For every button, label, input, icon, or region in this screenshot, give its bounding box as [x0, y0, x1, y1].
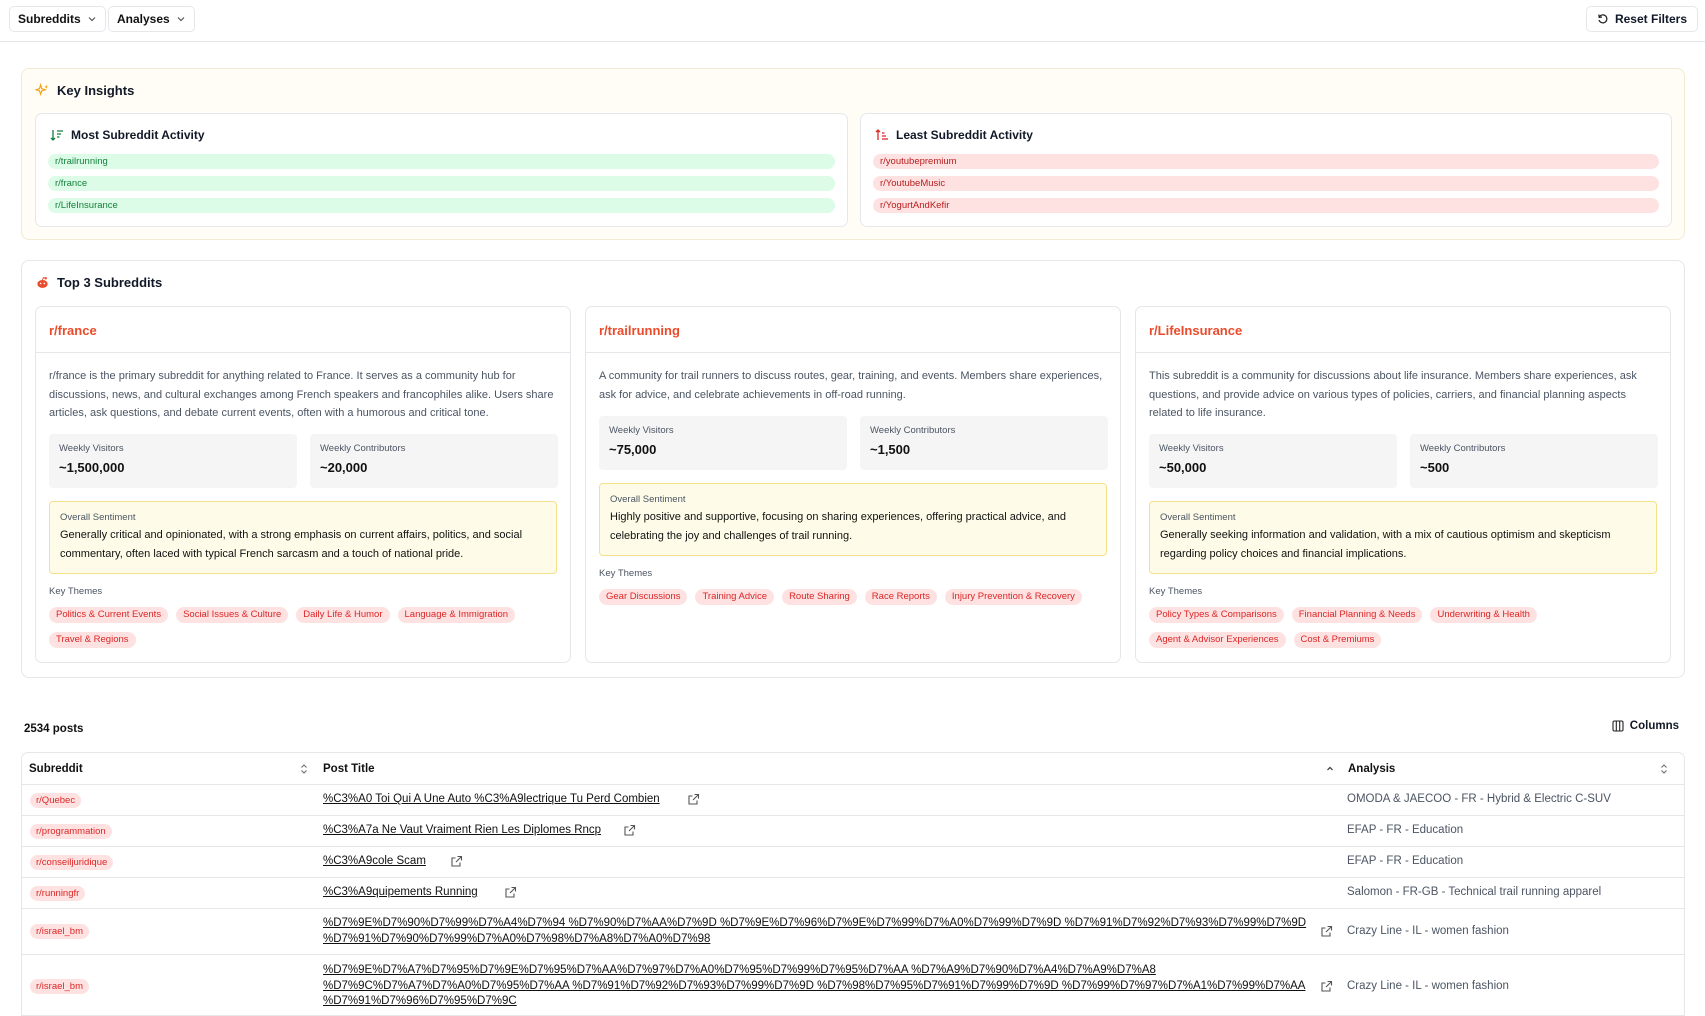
- reset-filters-label: Reset Filters: [1614, 12, 1687, 26]
- weekly-visitors-value: ~1,500,000: [59, 460, 125, 475]
- external-link-icon[interactable]: [1320, 980, 1333, 993]
- weekly-contributors-label: Weekly Contributors: [1420, 443, 1506, 454]
- least-activity-item[interactable]: r/youtubepremium: [873, 154, 1659, 169]
- table-header: [22, 753, 1684, 785]
- subreddit-card-title[interactable]: r/trailrunning: [586, 307, 1120, 353]
- top-subreddits-panel: [21, 260, 1685, 678]
- weekly-visitors-value: ~75,000: [609, 442, 657, 457]
- key-themes-label: Key Themes: [1149, 586, 1203, 597]
- weekly-contributors-label: Weekly Contributors: [320, 443, 406, 454]
- subreddit-tag[interactable]: r/conseiljuridique: [30, 855, 113, 870]
- overall-sentiment-label: Overall Sentiment: [1160, 512, 1236, 523]
- table-row[interactable]: [22, 847, 1685, 878]
- overall-sentiment-text: Generally critical and opinionated, with a strong emphasis on current affairs, politics, and social commentary, often laced with typical French sarcasm and a touch of national pride.: [60, 529, 523, 560]
- theme-tag[interactable]: Social Issues & Culture: [176, 607, 288, 623]
- analyses-dropdown-label: Analyses: [117, 12, 170, 26]
- weekly-contributors-label: Weekly Contributors: [870, 425, 956, 436]
- subreddit-tag[interactable]: r/runningfr: [30, 886, 85, 901]
- sort-ascending-icon[interactable]: [1325, 763, 1335, 775]
- theme-tag[interactable]: Travel & Regions: [49, 632, 136, 648]
- least-activity-item[interactable]: r/YoutubeMusic: [873, 176, 1659, 191]
- least-activity-title: Least Subreddit Activity: [896, 128, 1033, 142]
- key-insights-header: [35, 83, 134, 98]
- most-activity-list: [48, 154, 835, 220]
- post-title-link[interactable]: %C3%A9quipements Running: [323, 886, 478, 898]
- subreddit-description: This subreddit is a community for discussions about life insurance. Members share experiences, ask questions, and provide advice on various types of policies, carriers, and financial planning aspects related to life insurance.: [1149, 370, 1637, 419]
- top-subreddits-header: [35, 275, 162, 290]
- most-activity-item[interactable]: r/LifeInsurance: [48, 198, 835, 213]
- sort-updown-icon[interactable]: [1659, 763, 1669, 775]
- post-title-link[interactable]: %C3%A0 Toi Qui A Une Auto %C3%A9lectrique Tu Perd Combien: [323, 793, 660, 805]
- theme-tag[interactable]: Financial Planning & Needs: [1292, 607, 1423, 623]
- posts-table: [21, 752, 1685, 1016]
- overall-sentiment-text: Highly positive and supportive, focusing on sharing experiences, offering practical advice, and celebrating the joy and challenges of trail running.: [610, 511, 1066, 542]
- weekly-contributors-value: ~20,000: [320, 460, 368, 475]
- table-row[interactable]: [22, 816, 1685, 847]
- most-activity-title: Most Subreddit Activity: [71, 128, 205, 142]
- reset-icon: [1597, 13, 1609, 25]
- subreddit-card-france: [35, 306, 571, 663]
- weekly-contributors-value: ~1,500: [870, 442, 911, 457]
- key-themes-label: Key Themes: [49, 586, 103, 597]
- columns-label: Columns: [1629, 720, 1679, 732]
- columns-button[interactable]: [1612, 720, 1679, 732]
- sort-ascending-icon: [875, 128, 889, 142]
- post-title-link[interactable]: %D7%9E%D7%90%D7%99%D7%A4%D7%94 %D7%90%D7%AA%D7%9D %D7%9E%D7%96%D7%9E%D7%99%D7%A0%D7%99%D7%9D %D7%91%D7%92%D7%93%D7%99%D7%9D %D7%91%D7%90%D7%99%D7%A0%D7%98%D7%A8%D7%A0%D7%98: [323, 917, 1307, 945]
- overall-sentiment-box: [49, 501, 557, 574]
- column-header-analysis[interactable]: Analysis: [1348, 763, 1396, 775]
- sparkles-icon: [35, 83, 50, 98]
- weekly-contributors-stat: [860, 416, 1108, 470]
- weekly-contributors-stat: [310, 434, 558, 488]
- analysis-cell: EFAP - FR - Education: [1347, 855, 1464, 867]
- overall-sentiment-label: Overall Sentiment: [610, 494, 686, 505]
- least-activity-header: [875, 128, 1033, 142]
- theme-tag[interactable]: Language & Immigration: [398, 607, 516, 623]
- overall-sentiment-box: [1149, 501, 1657, 574]
- post-title-link[interactable]: %C3%A9cole Scam: [323, 855, 426, 867]
- least-activity-list: [873, 154, 1659, 220]
- weekly-visitors-value: ~50,000: [1159, 460, 1207, 475]
- overall-sentiment-label: Overall Sentiment: [60, 512, 136, 523]
- key-themes-label: Key Themes: [599, 568, 653, 579]
- subreddit-card-trailrunning: [585, 306, 1121, 663]
- overall-sentiment-text: Generally seeking information and validation, with a mix of cautious optimism and skepticism regarding policy choices and financial implications.: [1160, 529, 1611, 560]
- theme-tag[interactable]: Cost & Premiums: [1294, 632, 1382, 648]
- subreddits-dropdown-label: Subreddits: [18, 12, 81, 26]
- chevron-down-icon: [87, 14, 97, 24]
- filter-toolbar: [0, 0, 1705, 42]
- top-subreddits-title: Top 3 Subreddits: [57, 275, 163, 290]
- subreddit-card-title[interactable]: r/france: [36, 307, 570, 353]
- table-row[interactable]: [22, 878, 1685, 909]
- external-link-icon[interactable]: [1320, 925, 1333, 938]
- table-row[interactable]: [22, 785, 1685, 816]
- weekly-contributors-value: ~500: [1420, 460, 1450, 475]
- key-themes-list: [49, 607, 557, 648]
- columns-icon: [1612, 720, 1624, 732]
- theme-tag[interactable]: Daily Life & Humor: [296, 607, 389, 623]
- weekly-visitors-stat: [599, 416, 847, 470]
- subreddit-card-lifeinsurance: [1135, 306, 1671, 663]
- least-activity-card: [860, 113, 1672, 227]
- analysis-cell: Crazy Line - IL - women fashion: [1347, 980, 1509, 992]
- key-themes-list: [599, 589, 1107, 605]
- theme-tag[interactable]: Race Reports: [865, 589, 937, 605]
- most-activity-card: [35, 113, 848, 227]
- weekly-visitors-stat: [49, 434, 297, 488]
- most-activity-header: [50, 128, 205, 142]
- key-insights-title: Key Insights: [57, 83, 135, 98]
- analysis-cell: Crazy Line - IL - women fashion: [1347, 925, 1509, 937]
- subreddit-card-title[interactable]: r/LifeInsurance: [1136, 307, 1670, 353]
- subreddit-tag[interactable]: r/programmation: [30, 824, 112, 839]
- weekly-visitors-label: Weekly Visitors: [609, 425, 674, 436]
- subreddit-tag[interactable]: r/israel_bm: [30, 979, 89, 994]
- theme-tag[interactable]: Politics & Current Events: [49, 607, 168, 623]
- column-header-subreddit[interactable]: Subreddit: [29, 763, 83, 775]
- subreddit-tag[interactable]: r/Quebec: [30, 793, 81, 808]
- weekly-contributors-stat: [1410, 434, 1658, 488]
- most-activity-item[interactable]: r/france: [48, 176, 835, 191]
- theme-tag[interactable]: Gear Discussions: [599, 589, 687, 605]
- column-header-post-title[interactable]: Post Title: [323, 763, 375, 775]
- least-activity-item[interactable]: r/YogurtAndKefir: [873, 198, 1659, 213]
- theme-tag[interactable]: Underwriting & Health: [1430, 607, 1536, 623]
- weekly-visitors-stat: [1149, 434, 1397, 488]
- post-title-link[interactable]: %D7%9E%D7%A7%D7%95%D7%9E%D7%95%D7%AA%D7%97%D7%A0%D7%95%D7%99%D7%95%D7%AA %D7%A9%D7%90%D7%A4%D7%A9%D7%A8 %D7%9C%D7%A7%D7%A0%D7%95%D7%AA %D7%91%D7%92%D7%93%D7%99%D7%9D %D7%98%D7%95%D7%91%D7%99%D7%9D %D7%99%D7%97%D7%A1%D7%99%D7%AA %D7%91%D7%96%D7%95%D7%9C: [323, 964, 1306, 1007]
- subreddits-dropdown[interactable]: [9, 6, 106, 32]
- chevron-down-icon: [176, 14, 186, 24]
- external-link-icon[interactable]: [450, 855, 463, 868]
- most-activity-item[interactable]: r/trailrunning: [48, 154, 835, 169]
- table-row[interactable]: [22, 955, 1685, 1016]
- external-link-icon[interactable]: [687, 793, 700, 806]
- theme-tag[interactable]: Injury Prevention & Recovery: [945, 589, 1082, 605]
- overall-sentiment-box: [599, 483, 1107, 556]
- sort-descending-icon: [50, 128, 64, 142]
- subreddit-description: A community for trail runners to discuss routes, gear, training, and events. Members share experiences, ask for advice, and celebrate achievements in off-road running.: [599, 370, 1103, 401]
- sort-updown-icon[interactable]: [299, 763, 309, 775]
- subreddit-description: r/france is the primary subreddit for anything related to France. It serves as a community hub for discussions, news, and cultural exchanges among French speakers and francophiles alike. Users share articles, ask questions, and debate current events, often with a humorous and critical tone.: [49, 370, 554, 419]
- theme-tag[interactable]: Agent & Advisor Experiences: [1149, 632, 1286, 648]
- reset-filters-button[interactable]: [1586, 6, 1698, 32]
- theme-tag[interactable]: Policy Types & Comparisons: [1149, 607, 1284, 623]
- reddit-icon: [35, 275, 50, 290]
- key-insights-panel: [21, 68, 1685, 240]
- analysis-cell: EFAP - FR - Education: [1347, 824, 1464, 836]
- post-title-link[interactable]: %C3%A7a Ne Vaut Vraiment Rien Les Diplomes Rncp: [323, 824, 602, 836]
- posts-count: 2534 posts: [24, 723, 84, 735]
- external-link-icon[interactable]: [504, 886, 517, 899]
- key-themes-list: [1149, 607, 1657, 648]
- subreddit-tag[interactable]: r/israel_bm: [30, 924, 89, 939]
- external-link-icon[interactable]: [623, 824, 636, 837]
- analyses-dropdown[interactable]: [108, 6, 195, 32]
- theme-tag[interactable]: Route Sharing: [782, 589, 857, 605]
- analysis-cell: Salomon - FR-GB - Technical trail running apparel: [1347, 886, 1602, 898]
- analysis-cell: OMODA & JAECOO - FR - Hybrid & Electric C-SUV: [1347, 793, 1611, 805]
- table-row[interactable]: [22, 909, 1685, 955]
- theme-tag[interactable]: Training Advice: [695, 589, 774, 605]
- weekly-visitors-label: Weekly Visitors: [1159, 443, 1224, 454]
- weekly-visitors-label: Weekly Visitors: [59, 443, 124, 454]
